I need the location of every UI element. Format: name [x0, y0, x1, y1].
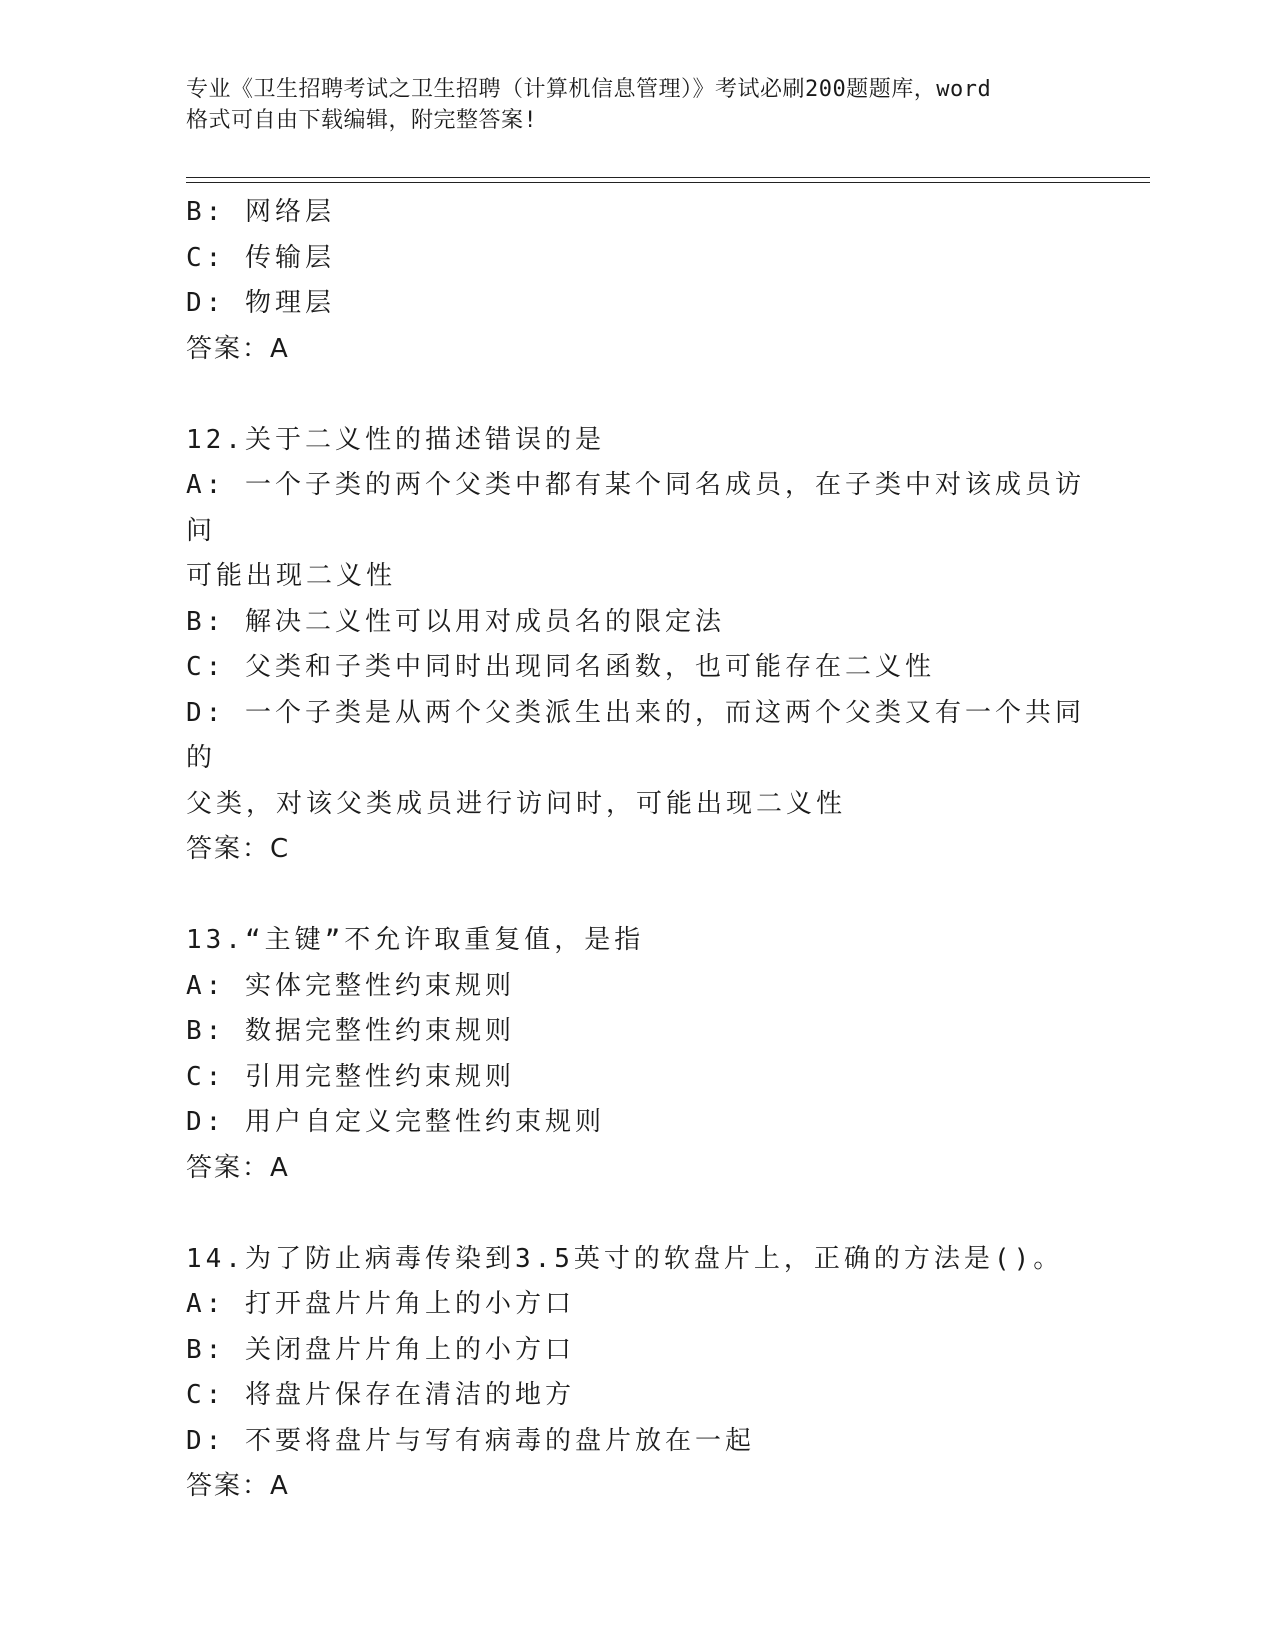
option-line: 父类，对该父类成员进行访问时，可能出现二义性	[186, 788, 847, 819]
option-line: B: 解决二义性可以用对成员名的限定法	[186, 606, 725, 637]
option-line: A: 一个子类的两个父类中都有某个同名成员，在子类中对该成员访问	[186, 470, 1085, 546]
question-fragment	[186, 190, 1086, 372]
header-line-1: 专业《卫生招聘考试之卫生招聘（计算机信息管理）》考试必刷200题题库，word	[186, 77, 992, 102]
answer-line: 答案：C	[186, 834, 291, 864]
option-line: C: 传输层	[186, 242, 335, 273]
question-block	[186, 1237, 1086, 1510]
option-line: D: 用户自定义完整性约束规则	[186, 1107, 605, 1137]
option-line: B: 关闭盘片片角上的小方口	[186, 1334, 575, 1365]
option-line: B: 数据完整性约束规则	[186, 1016, 515, 1046]
option-line: C: 将盘片保存在清洁的地方	[186, 1380, 575, 1410]
spacer	[186, 1191, 1086, 1237]
question-content	[186, 190, 1086, 1510]
spacer	[186, 873, 1086, 919]
header-line-2: 格式可自由下载编辑，附完整答案!	[186, 108, 538, 133]
option-line: A: 实体完整性约束规则	[186, 970, 515, 1001]
header-divider-top	[186, 177, 1150, 178]
option-line: D: 一个子类是从两个父类派生出来的，而这两个父类又有一个共同的	[186, 697, 1085, 773]
option-line: D: 物理层	[186, 288, 335, 318]
option-line: D: 不要将盘片与写有病毒的盘片放在一起	[186, 1425, 755, 1456]
spacer	[186, 372, 1086, 418]
option-line: 可能出现二义性	[186, 561, 397, 591]
option-line: C: 引用完整性约束规则	[186, 1061, 515, 1092]
question-title: 12.关于二义性的描述错误的是	[186, 424, 605, 455]
option-line: A: 打开盘片片角上的小方口	[186, 1289, 575, 1319]
question-title: 14.为了防止病毒传染到3.5英寸的软盘片上，正确的方法是()。	[186, 1243, 1064, 1274]
answer-line: 答案：A	[186, 1471, 290, 1501]
option-line: B: 网络层	[186, 197, 335, 227]
question-block	[186, 418, 1086, 873]
option-line: C: 父类和子类中同时出现同名函数，也可能存在二义性	[186, 652, 935, 682]
header-divider-bottom	[186, 182, 1150, 183]
question-block	[186, 918, 1086, 1191]
document-header	[186, 74, 1086, 136]
answer-line: 答案：A	[186, 1152, 290, 1183]
question-title: 13.“主键”不允许取重复值，是指	[186, 925, 645, 955]
answer-line: 答案：A	[186, 333, 290, 364]
